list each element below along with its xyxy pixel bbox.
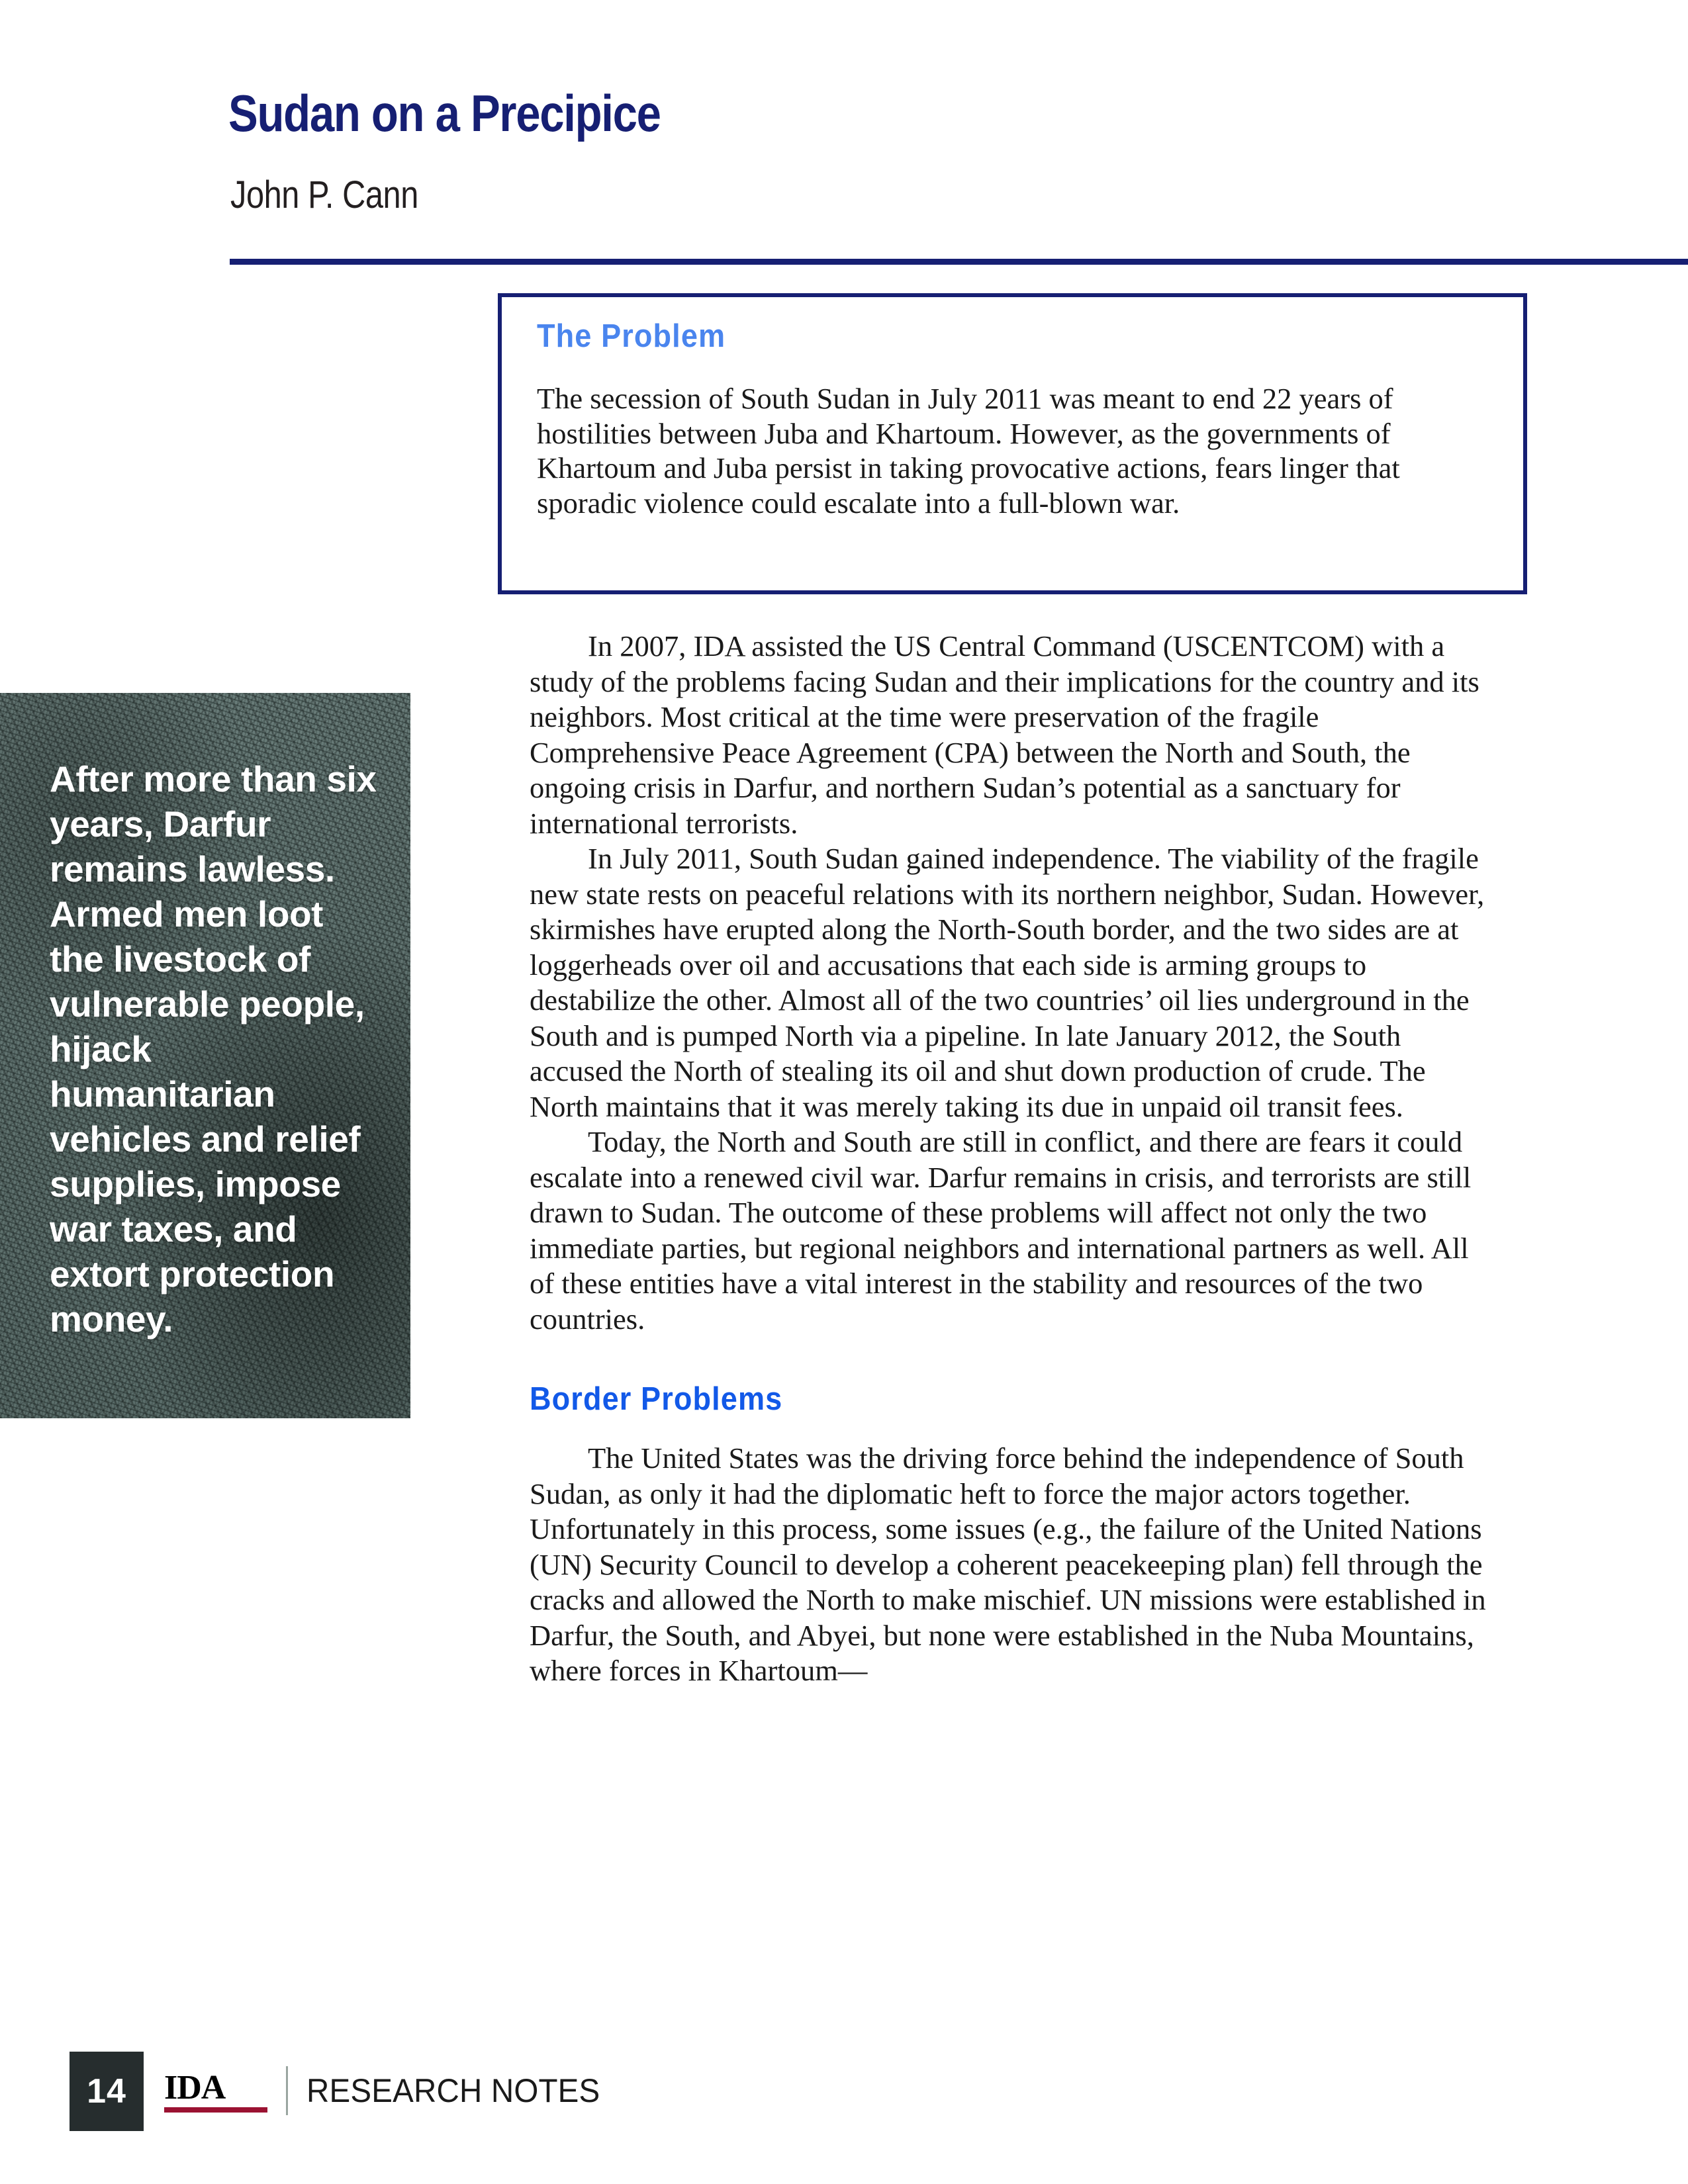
main-text-column <box>530 629 1499 1689</box>
ida-wordmark: IDA <box>164 2069 226 2107</box>
problem-callout-heading: The Problem <box>537 318 726 354</box>
page-footer <box>0 2052 1688 2131</box>
page-title: Sudan on a Precipice <box>228 84 661 142</box>
body-paragraph: Today, the North and South are still in conflict, and there are fears it could escalate into a renewed civil war. Darfur remains in crisis, and terrorists are still drawn to Sudan. The outcome of these problems will affect not only the two immediate parties, but regional neighbors and international partners as well. All of these entities have a vital interest in the stability and resources of the two countries. <box>530 1125 1472 1336</box>
publication-name: RESEARCH NOTES <box>306 2072 600 2109</box>
pullquote-photo-block <box>0 693 410 1418</box>
page-number: 14 <box>87 2072 126 2111</box>
body-paragraph: In July 2011, South Sudan gained independence. The viability of the fragile new state rests on peaceful relations with its northern neighbor, Sudan. However, skirmishes have erupted along the North-South border, and the two sides are at loggerheads over oil and accusations that each side is arming groups to destabilize the other. Almost all of the two countries’ oil lies underground in the South and is pumped North via a pipeline. In late January 2012, the South accused the North of stealing its oil and shut down production of crude. The North maintains that it was merely taking its due in unpaid oil transit fees. <box>530 842 1485 1123</box>
body-paragraph: In 2007, IDA assisted the US Central Command (USCENTCOM) with a study of the problems facing Sudan and their implications for the country and its neighbors. Most critical at the time were preservation of the fragile Comprehensive Peace Agreement (CPA) between the North and South, the ongoing crisis in Darfur, and northern Sudan’s potential as a sanctuary for international terrorists. <box>530 629 1479 840</box>
problem-callout-body: The secession of South Sudan in July 2011 was meant to end 22 years of hostilities between Juba and Khartoum. However, as the governments of Khartoum and Juba persist in taking provocative actions, fears linger that sporadic violence could escalate into a full-blown war. <box>537 382 1400 520</box>
page-number-block <box>70 2052 144 2131</box>
ida-logo <box>164 2070 267 2113</box>
pullquote-text: After more than six years, Darfur remains lawless. Armed men loot the livestock of vulnerable people, hijack humanitarian vehicles and relief supplies, impose war taxes, and extort protection money. <box>50 758 377 1340</box>
footer-divider <box>286 2066 288 2115</box>
body-paragraph: The United States was the driving force behind the independence of South Sudan, as only it had the diplomatic heft to force the major actors together. Unfortunately in this process, some issues (e.g., the failure of the United Nations (UN) Security Council to develop a coherent peacekeeping plan) fell through the cracks and allowed the North to make mischief. UN missions were established in Darfur, the South, and Abyei, but none were established in the Nuba Mountains, where forces in Khartoum— <box>530 1441 1486 1687</box>
section-heading-border-problems: Border Problems <box>530 1381 783 1417</box>
ida-underline-rule <box>164 2107 267 2113</box>
masthead-divider <box>230 259 1688 265</box>
problem-callout-box <box>498 293 1527 594</box>
article-author: John P. Cann <box>230 173 418 216</box>
